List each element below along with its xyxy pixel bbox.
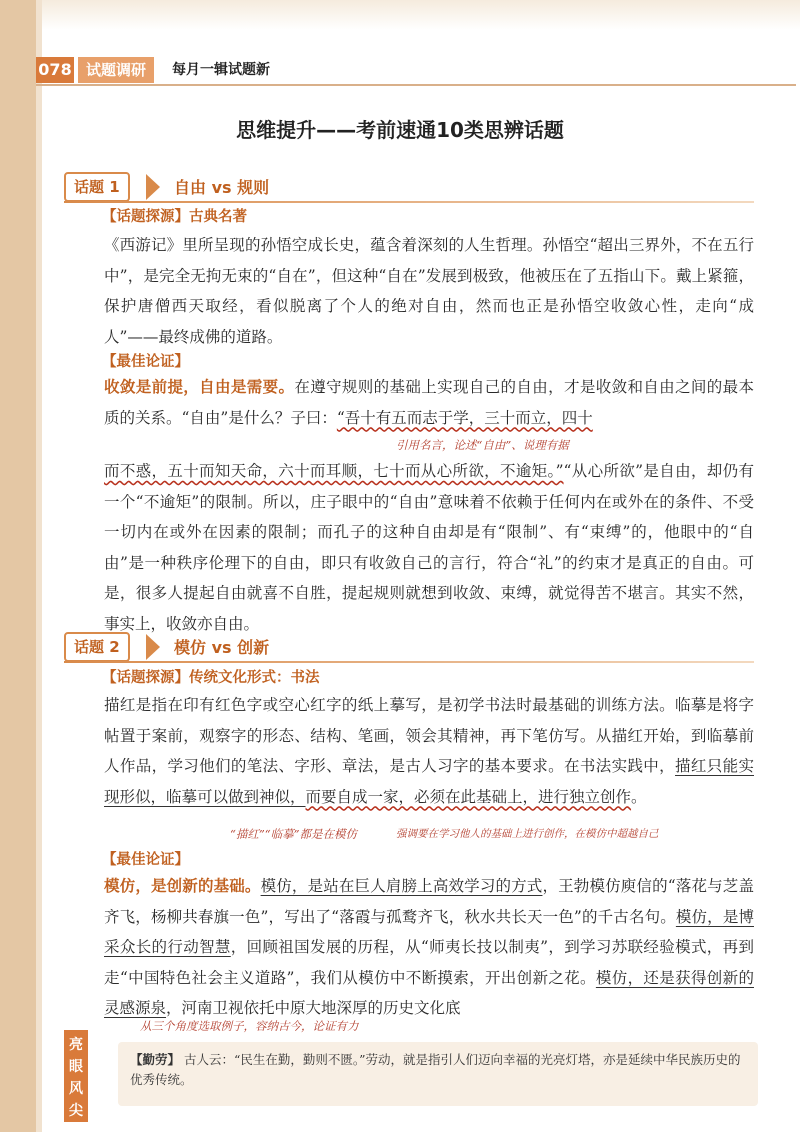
topic-2-argument-point-3: 模仿，还是获得创新的灵感源泉: [104, 968, 754, 1017]
topic-2-source-underline-1: 描红只能实现形似，临摹可以做到神似，: [104, 757, 754, 806]
page-left-edge-inner: [36, 0, 42, 1132]
topic-1-argument-claim: 收敛是前提，自由是需要。: [104, 378, 295, 396]
topic-arrow-icon: [146, 174, 160, 200]
topic-1-quote-a: “吾十有五而志于学，三十而立，四十: [336, 408, 593, 427]
topic-2-source-underline-2: 而要自成一家，必须在此基础上，进行独立创作: [305, 787, 632, 806]
topic-2-argument-point-2: 模仿，是博采众长的行动智慧: [104, 907, 754, 956]
page-number: 078: [36, 57, 74, 83]
topic-1-argument-text: 在遵守规则的基础上实现自己的自由，才是收敛和自由之间的最本质的关系。“自由”是什么？子曰：: [104, 378, 754, 427]
header-rule: [36, 84, 796, 86]
topic-2-argument-body-3: ，河南卫视依托中原大地深厚的历史文化底: [166, 999, 461, 1017]
topic-2-argument-text: [104, 871, 754, 1024]
topic-2-rule: [64, 661, 754, 663]
topic-2-argument-label: 【最佳论证】: [102, 852, 189, 868]
footer-term: 【勤劳】: [130, 1052, 181, 1067]
topic-2-annotation-b: 强调要在学习他人的基础上进行创作，在模仿中超越自己: [396, 828, 659, 840]
topic-2-argument-point-1: 模仿，是站在巨人肩膀上高效学习的方式: [260, 877, 543, 895]
topic-arrow-icon: [146, 634, 160, 660]
topic-1-source-label: 【话题探源】古典名著: [102, 209, 247, 225]
page-title: 思维提升——考前速通10类思辨话题: [236, 118, 564, 142]
topic-2-argument-claim: 模仿，是创新的基础。: [104, 877, 261, 895]
header-subtitle: 每月一辑试题新: [172, 62, 270, 78]
topic-2-name: 模仿 vs 创新: [174, 638, 270, 657]
topic-1-source-text: [104, 230, 754, 352]
topic-1-name: 自由 vs 规则: [174, 178, 270, 197]
topic-2-source-label: 【话题探源】传统文化形式：书法: [102, 670, 320, 686]
topic-2-heading: [64, 632, 754, 660]
topic-1-argument-label: 【最佳论证】: [102, 354, 189, 370]
footer-body: 古人云：“民生在勤，勤则不匮。”劳动，就是指引人们迈向幸福的光亮灯塔，亦是延续中华民族历史的优秀传统。: [130, 1052, 741, 1087]
side-tag: 亮眼风尖: [64, 1030, 88, 1122]
topic-1-rule: [64, 201, 754, 203]
topic-2-tag: 话题 2: [64, 632, 130, 662]
topic-2-source-end: 。: [631, 787, 647, 806]
topic-2-argument-body-2: ，回顾祖国发展的历程，从“师夷长技以制夷”，到学习苏联经验模式，再到走“中国特色社会主义道路”，我们从模仿中不断摸索，开出创新之花。: [104, 938, 754, 987]
topic-1-argument-part1: [104, 372, 754, 433]
topic-2-source-text: [104, 690, 754, 812]
topic-2-source-body: 描红是指在印有红色字或空心红字的纸上摹写，是初学书法时最基础的训练方法。临摹是将字帖置于案前，观察字的形态、结构、笔画，领会其精神，再下笔仿写。从描红开始，到临摹前人作品，学习他们的笔法、字形、章法，是古人习字的基本要求。在书法实践中，: [104, 696, 754, 775]
topic-1-source-body: 《西游记》里所呈现的孙悟空成长史，蕴含着深刻的人生哲理。孙悟空“超出三界外，不在五行中”，是完全无拘无束的“自在”，但这种“自在”发展到极致，他被压在了五指山下。戴上紧箍，保护唐僧西天取经，看似脱离了个人的绝对自由，然而也正是孙悟空收敛心性，走向“成人”——最终成佛的道路。: [104, 236, 754, 346]
page-left-edge: [0, 0, 36, 1132]
section-name: 试题调研: [78, 57, 154, 83]
topic-2-annotation-a: “描红”“临摹”都是在模仿: [230, 827, 358, 841]
topic-2-annotation-c: 从三个角度选取例子，容纳古今，论证有力: [140, 1019, 359, 1033]
topic-1-tag: 话题 1: [64, 172, 130, 202]
footer-text: [130, 1050, 750, 1090]
topic-1-quote-b: 而不惑，五十而知天命，六十而耳顺，七十而从心所欲，不逾矩。”: [104, 462, 564, 480]
topic-1-heading: [64, 172, 754, 200]
page-top-shadow: [0, 0, 800, 30]
topic-1-argument-rest: “从心所欲”是自由，却仍有一个“不逾矩”的限制。所以，庄子眼中的“自由”意味着不依赖于任何内在或外在的条件、不受一切内在或外在因素的限制；而孔子的这种自由却是有“限制”、有“束缚”的，他眼中的“自由”是一种秩序伦理下的自由，即只有收敛自己的言行，符合“礼”的约束才是真正的自由。可是，很多人提起自由就喜不自胜，提起规则就想到收敛、束缚，就觉得苦不堪言。其实不然，事实上，收敛亦自由。: [104, 462, 754, 633]
topic-1-argument-part2: [104, 456, 754, 639]
topic-1-annotation: 引用名言，论述“自由”、说理有据: [396, 438, 569, 452]
topic-2-argument-body-1: ，王勃模仿庾信的“落花与芝盖齐飞，杨柳共春旗一色”，写出了“落霞与孤鹜齐飞，秋水共长天一色”的千古名句。: [104, 877, 754, 926]
